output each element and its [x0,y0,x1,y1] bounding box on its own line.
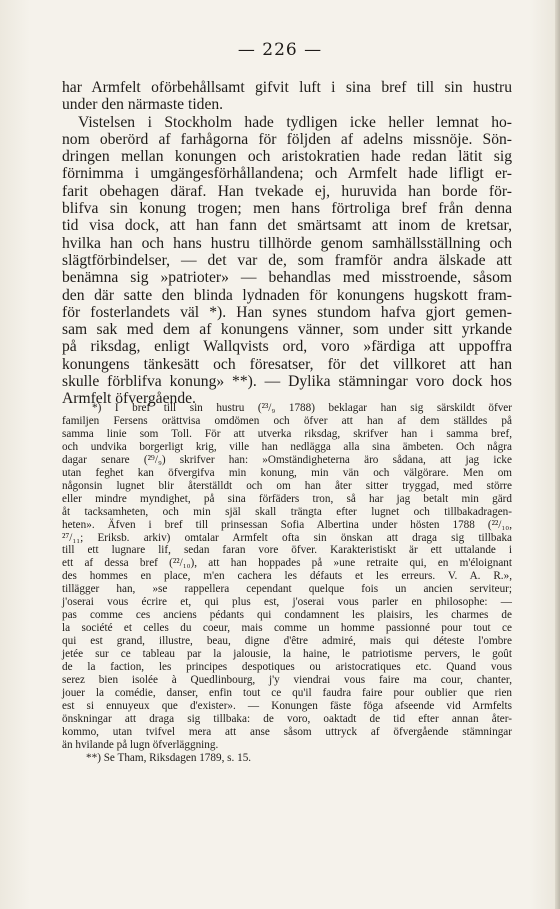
text-line: benämna sig »patrioter» — behandlas med misstroende, såsom [62,269,512,287]
text-line: nom oberörd af farhågorna för följden af adelns missnöje. Sön- [62,130,512,148]
footnote-line: familjen Fersens orättvisa omdömen och öfver att han af dem ställdes på [62,414,512,427]
text-line: konungens tänkesätt och föresatser, för det villkoret att han [62,355,512,373]
text-line: farit obehagen däraf. Han tvekade ej, huruvida han borde för- [62,182,512,200]
footnote-line: jouer la comédie, danser, enfin tout ce qu'il faudra faire pour oublier que rien [62,686,512,699]
footnote-line: j'oserai vous écrire et, qui plus est, j'oserai vous parler en philosophe: — [62,596,512,609]
page-number: — 226 — [237,40,323,60]
text-line: förnimma i umgängesförhållandena; och Armfelt hade lifligt er- [62,165,512,183]
text-line: under den närmaste tiden. [62,96,224,114]
footnote-line: önskningar att draga sig tillbaka: de voro, oaktadt de tid efter annan åter- [62,712,512,725]
footnote-line: **) Se Tham, Riksdagen 1789, s. 15. [86,751,252,764]
main-text-block [62,79,512,408]
footnote-line: heten». Äfven i bref till prinsessan Sofia Albertina under hösten 1788 (²²/₁₀, [62,518,512,531]
footnote-line: någonsin lugnet blir återställdt och om han åter sitter tryggad, med större [62,479,512,492]
text-line: har Armfelt oförbehållsamt gifvit luft i sina bref till sin hustru [62,79,512,96]
footnote-line: åt tacksamheten, och min själ skall trängta efter lugnet och tillbakadragen- [62,505,512,518]
footnote-line: kommo, utan tvifvel mera att anse såsom uttryck af öfvergående stämningar [62,725,512,738]
footnote-line: utan feghet kan öfvergifva min konung, min vän och välgörare. Men om [62,466,512,479]
footnote-line: jetée sur ce tableau par la jalousie, la haine, le patriotisme pervers, le goût [62,648,512,661]
footnote-line: till ett lugnare lif, sedan faran vore öfver. Karakteristiskt är ett uttalande i [62,544,512,557]
footnote-line: och undvika borgerligt krig, ville han nedlägga alla sina ämbeten. Och några [62,440,512,453]
footnote-line: eller mindre myndighet, på sina förfäders tron, så har jag betalt min gärd [62,492,512,505]
footnote-line: samma linie som Toll. För att utverka riksdag, skrifver han i samma bref, [62,427,512,440]
footnote-line: än hvilande på lugn öfverläggning. [62,738,219,751]
text-line: den där satte den blinda lydnaden för konungens hugskott fram- [62,286,512,304]
text-line: sam sak med dem af konungens vänner, som under sitt yrkande [62,321,512,339]
text-line: skulle förblifva konung» **). — Dylika stämningar voro dock hos [62,373,512,391]
footnote-line: tillägger han, »se rappellera cependant quelque fois un ancien serviteur; [62,583,512,596]
footnote-line: serez bien isolée à Quedlinbourg, j'y viendrai vous faire ma cour, chanter, [62,674,512,687]
page-edge [555,0,560,909]
footnote-line: la société et celles du coeur, mais comme un homme passionné pour tout ce [62,622,512,635]
text-line: hvilka han och hans hustru tillhörde genom samhällsställning och [62,234,512,252]
footnote-line: *) I bref till sin hustru (²³/₉ 1788) beklagar han sig särskildt öfver [92,402,512,414]
footnote-line: ²⁷/₁₁; Eriksb. arkiv) omtalar Armfelt ofta sin önskan att draga sig tillbaka [62,531,512,544]
text-line: tid visa dock, att han fann det smärtsamt att inom de kretsar, [62,217,512,235]
text-line: dringen mellan konungen och aristokratien hade redan lätit sig [62,148,512,166]
footnote-line: qui est grand, illustre, beau, digne d'être admiré, mais qui déteste l'ombre [62,635,512,648]
footnotes [62,402,512,765]
text-line: för fosterlandets väl *). Han synes stundom hafva gjort gemen- [62,303,512,321]
footnote-line: pas comme ces anciens pédants qui condamnent les plaisirs, les charmes de [62,609,512,622]
text-line: blifva sin konung trogen; men hans förtroliga bref från denna [62,200,512,218]
text-line: Vistelsen i Stockholm hade tydligen icke heller lemnat ho- [78,113,512,131]
footnote-line: est si ennuyeux que d'exister». — Konungen fäste föga afseende vid Armfelts [62,699,512,712]
text-line: Armfelt öfvergående. [62,390,196,408]
text-line: på riksdag, enligt Wallqvists ord, voro »färdiga att uppoffra [62,338,512,356]
footnote-line: des hommes en place, m'en cachera les défauts et les erreurs. V. A. R.», [62,570,512,583]
footnote-line: dagar senare (²⁹/₉) skrifver han: »Omständigheterna äro sådana, att jag icke [62,453,512,466]
text-line: slägtförbindelser, — det var de, som framför andra älskade att [62,251,512,269]
footnote-line: de la faction, les principes despotiques ou aristocratiques etc. Quand vous [62,661,512,674]
footnote-line: ett af dessa bref (²²/₁₀), att han hoppades på »une retraite qui, en m'éloignant [62,557,512,570]
